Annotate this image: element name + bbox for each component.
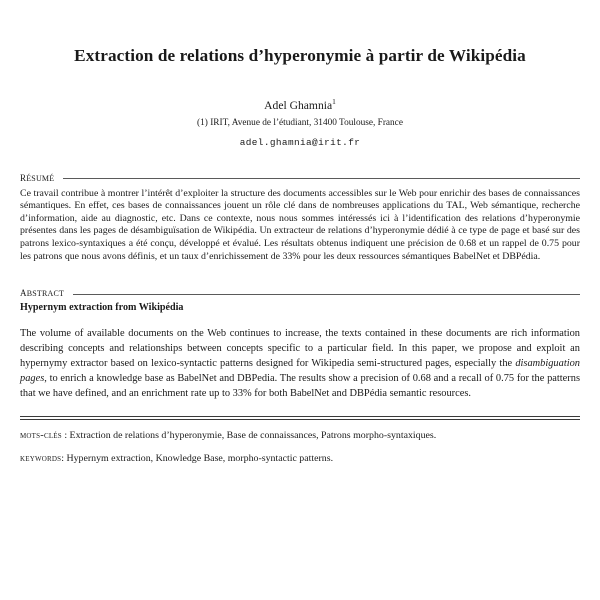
author-block bbox=[20, 97, 580, 148]
keywords-en-separator: : bbox=[61, 453, 67, 465]
abstract-body bbox=[20, 326, 580, 401]
author-email[interactable]: adel.ghamnia@irit.fr bbox=[239, 136, 361, 148]
keywords-fr-value: Extraction de relations d’hyperonymie, Base de connaissances, Patrons morpho-syntaxiques. bbox=[69, 429, 437, 441]
abstract-header-rule bbox=[73, 294, 580, 295]
resume-header-rule bbox=[63, 178, 580, 179]
abstract-body-part1: The volume of available documents on the Web continues to increase, the texts contained in these documents are rich information describing concepts and relationships between concepts specific to a particular field. In this paper, we propose and exploit an hypernymy extractor based on lexico-syntactic patterns designed for Wikipedia semi-structured pages, especially the bbox=[20, 327, 580, 369]
resume-heading: résumé bbox=[20, 168, 55, 184]
keywords-en bbox=[20, 453, 580, 466]
abstract-body-italic: disambiguation pages bbox=[20, 357, 580, 385]
abstract-subtitle: Hypernym extraction from Wikipédia bbox=[20, 302, 184, 314]
abstract-heading: abstract bbox=[20, 284, 65, 300]
author-name-text: Adel Ghamnia bbox=[264, 98, 333, 112]
keywords-divider bbox=[20, 416, 580, 420]
resume-section-header bbox=[20, 169, 580, 185]
abstract-body-part2: , to enrich a knowledge base as BabelNet and DBPedia. The results show a precision of 0.68 and a recall of 0.75 for the patterns that we have defined, and an enrichment rate up to 33% for both BabelNet and DBPédia semantic resources. bbox=[20, 373, 580, 400]
page-title: Extraction de relations d’hyperonymie à partir de Wikipédia bbox=[74, 46, 526, 65]
author-name bbox=[20, 97, 580, 113]
keywords-fr-label: mots-clés bbox=[20, 429, 62, 441]
abstract-section-header bbox=[20, 284, 580, 300]
resume-body: Ce travail contribue à montrer l’intérêt d’exploiter la structure des documents accessibles sur le Web pour enrichir des bases de connaissances sémantiques. En effet, ces bases de connaissances jouent un rôle clé dans de nombreuses applications du TAL, Web sémantique, recherche d’information, aide au diagnostic, etc. Dans ce contexte, nous nous sommes intéressés ici à l’identification des relations d’hyperonymie présentes dans les pages de désambiguïsation de Wikipédia. Un extracteur de relations d’hyperonymie dédié à ce type de page et basé sur des patrons lexico-syntaxiques a été conçu, développé et évalué. Les résultats obtenus indiquent une précision de 0.68 et un rappel de 0.75 pour les patrons que nous avons définis, et un taux d’enrichissement de 33% pour les deux ressources sémantiques BabelNet et DBPédia. bbox=[20, 187, 580, 262]
author-affiliation: (1) IRIT, Avenue de l’étudiant, 31400 Toulouse, France bbox=[197, 117, 403, 128]
keywords-en-label: keywords bbox=[20, 453, 62, 465]
keywords-en-value: Hypernym extraction, Knowledge Base, morpho-syntactic patterns. bbox=[66, 453, 334, 465]
author-affiliation-marker: 1 bbox=[332, 96, 336, 106]
keywords-fr bbox=[20, 430, 580, 443]
keywords-fr-separator: : bbox=[61, 429, 70, 441]
